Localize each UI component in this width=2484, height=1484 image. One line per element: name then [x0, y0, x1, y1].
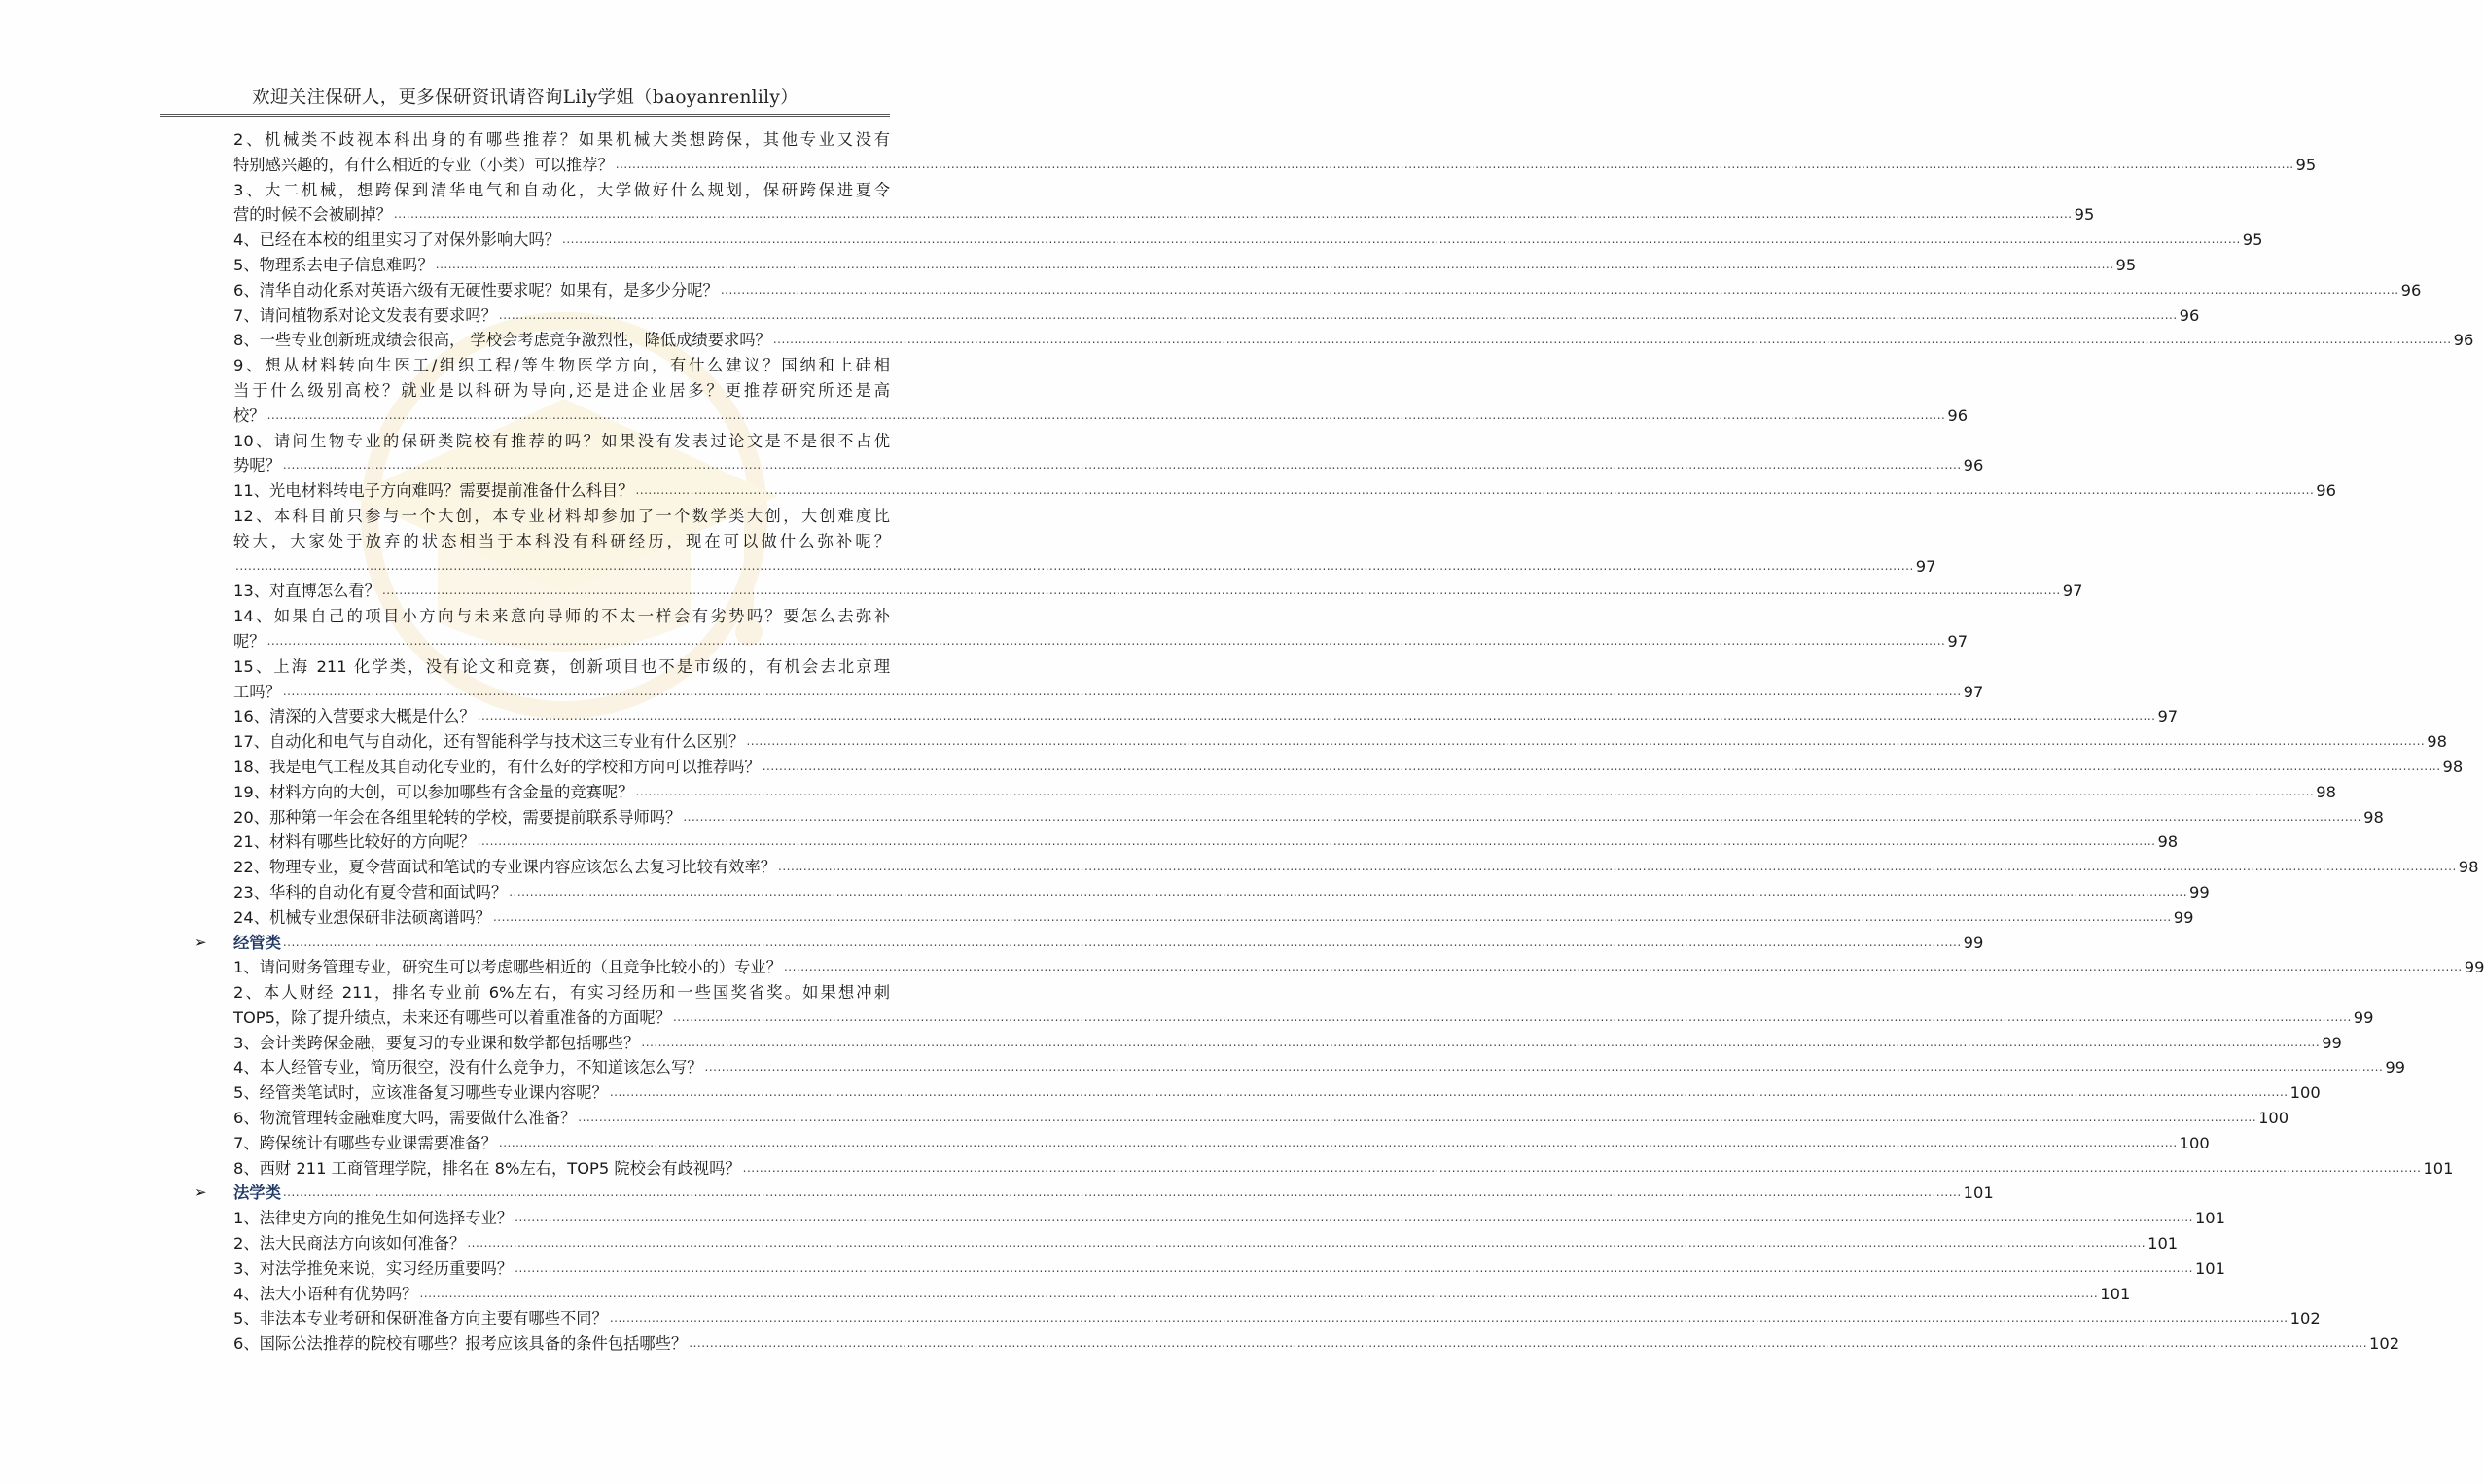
toc-entry-text: 4、法大小语种有优势吗？	[233, 1284, 418, 1303]
toc-page-number: 96	[1947, 406, 1969, 425]
toc-entry-text: 3、大二机械，想跨保到清华电气和自动化，大学做好什么规划，保研跨保进夏令	[233, 180, 890, 199]
toc-entry[interactable]	[233, 228, 2263, 253]
dot-leader: ................................................................................................................................................................................................................................................................................................................................................................................................................	[477, 834, 2156, 849]
toc-entry-text: 3、对法学推免来说，实习经历重要吗？	[233, 1258, 514, 1278]
dot-leader: ................................................................................................................................................................................................................................................................................................................................................................................................................	[435, 257, 2114, 271]
toc-entry[interactable]	[233, 1156, 2454, 1182]
toc-page-number: 95	[2295, 155, 2317, 174]
dot-leader: ................................................................................................................................................................................................................................................................................................................................................................................................................	[282, 684, 1962, 698]
toc-page-number: 97	[1963, 682, 1984, 701]
toc-entry-text: 工吗？	[233, 682, 281, 701]
toc-page-number: 97	[2157, 707, 2179, 726]
toc-entry[interactable]	[233, 178, 2095, 229]
toc-entry[interactable]	[233, 1306, 2321, 1331]
toc-section-title: 经管类	[233, 933, 281, 952]
toc-entry-text: 13、对直博怎么看？	[233, 582, 380, 601]
dot-leader: ................................................................................................................................................................................................................................................................................................................................................................................................................	[235, 558, 1914, 573]
toc-entry-text: 6、国际公法推荐的院校有哪些？报考应该具备的条件包括哪些？	[233, 1334, 688, 1354]
toc-entry[interactable]	[233, 1206, 2226, 1231]
dot-leader: ................................................................................................................................................................................................................................................................................................................................................................................................................	[762, 759, 2441, 773]
toc-entry-text: 5、物理系去电子信息难吗？	[233, 255, 434, 274]
toc-page-number: 99	[2464, 958, 2484, 977]
toc-entry-text: 6、物流管理转金融难度大吗，需要做什么准备？	[233, 1109, 577, 1128]
toc-entry[interactable]	[233, 353, 1969, 428]
toc-page-number: 98	[2458, 858, 2479, 877]
dot-leader: ................................................................................................................................................................................................................................................................................................................................................................................................................	[672, 1009, 2352, 1024]
toc-entry-text: 1、请问财务管理专业，研究生可以考虑哪些相近的（且竞争比较小的）专业？	[233, 958, 782, 977]
toc-page-number: 99	[2173, 907, 2194, 927]
dot-leader: ................................................................................................................................................................................................................................................................................................................................................................................................................	[772, 333, 2452, 347]
toc-entry-text: 22、物理专业，夏令营面试和笔试的专业课内容应该怎么去复习比较有效率？	[233, 858, 777, 877]
toc-page-number: 95	[2074, 205, 2095, 225]
toc-entry-text: TOP5，除了提升绩点，未来还有哪些可以着重准备的方面呢？	[233, 1007, 671, 1027]
dot-leader: ................................................................................................................................................................................................................................................................................................................................................................................................................	[515, 1260, 2193, 1275]
toc-page-number: 100	[2258, 1109, 2289, 1128]
toc-page-number: 95	[2115, 255, 2137, 274]
toc-entry-text: 势呢？	[233, 456, 281, 476]
toc-entry-text: 10、请问生物专业的保研类院校有推荐的吗？如果没有发表过论文是不是很不占优	[233, 431, 890, 450]
toc-entry[interactable]	[233, 1256, 2226, 1282]
toc-page-number: 100	[2289, 1083, 2321, 1103]
toc-entry-text: 5、非法本专业考研和保研准备方向主要有哪些不同？	[233, 1309, 608, 1328]
toc-entry[interactable]	[233, 654, 1984, 705]
toc-entry[interactable]	[233, 955, 2484, 980]
toc-page-number: 97	[2062, 582, 2083, 601]
toc-entry[interactable]	[233, 1080, 2321, 1106]
toc-entry[interactable]	[233, 1131, 2210, 1156]
dot-leader: ................................................................................................................................................................................................................................................................................................................................................................................................................	[689, 1336, 2368, 1351]
dot-leader: ................................................................................................................................................................................................................................................................................................................................................................................................................	[282, 1185, 1962, 1200]
toc-entry-text: 1、法律史方向的推免生如何选择专业？	[233, 1209, 514, 1228]
dot-leader: ................................................................................................................................................................................................................................................................................................................................................................................................................	[266, 633, 1946, 648]
toc-entry-text: 21、材料有哪些比较好的方向呢？	[233, 832, 476, 852]
toc-entry[interactable]	[233, 905, 2194, 931]
toc-entry-text: 校？	[233, 406, 266, 425]
dot-leader: ................................................................................................................................................................................................................................................................................................................................................................................................................	[783, 960, 2463, 974]
toc-entry[interactable]	[233, 704, 2179, 729]
toc-entry-text: 呢？	[233, 631, 266, 651]
toc-entry-text: 20、那种第一年会在各组里轮转的学校，需要提前联系导师吗？	[233, 807, 682, 827]
toc-page-number: 101	[2194, 1209, 2226, 1228]
toc-page-number: 96	[2179, 305, 2200, 325]
toc-page-number: 98	[2157, 832, 2179, 852]
dot-leader: ................................................................................................................................................................................................................................................................................................................................................................................................................	[609, 1085, 2289, 1100]
toc-entry-text: 8、西财 211 工商管理学院，排名在 8%左右，TOP5 院校会有歧视吗？	[233, 1158, 741, 1178]
toc-entry-text: 7、请问植物系对论文发表有要求吗？	[233, 305, 497, 325]
dot-leader: ................................................................................................................................................................................................................................................................................................................................................................................................................	[704, 1060, 2384, 1075]
toc-entry[interactable]	[233, 504, 1936, 579]
toc-entry[interactable]	[233, 579, 2083, 604]
toc-section[interactable]	[195, 1181, 1994, 1206]
toc-entry-text: 4、已经在本校的组里实习了对保外影响大吗？	[233, 230, 560, 250]
toc-entry-text: 营的时候不会被刷掉？	[233, 205, 392, 225]
toc-entry[interactable]	[233, 729, 2447, 755]
dot-leader: ................................................................................................................................................................................................................................................................................................................................................................................................................	[720, 282, 2399, 297]
toc-page-number: 100	[2179, 1133, 2210, 1152]
toc-page-number: 96	[2316, 481, 2336, 501]
toc-entry-text: 16、清深的入营要求大概是什么？	[233, 707, 476, 726]
toc-page-number: 96	[1963, 456, 1984, 476]
toc-entry-text: 7、跨保统计有哪些专业课需要准备？	[233, 1133, 497, 1152]
toc-page-number: 98	[2316, 782, 2336, 801]
dot-leader: ................................................................................................................................................................................................................................................................................................................................................................................................................	[578, 1111, 2257, 1125]
dot-leader: ................................................................................................................................................................................................................................................................................................................................................................................................................	[498, 1135, 2178, 1149]
toc-page-number: 99	[2189, 882, 2210, 901]
toc-entry[interactable]	[233, 1055, 2406, 1080]
toc-entry[interactable]	[233, 328, 2474, 353]
toc-entry-text: 14、如果自己的项目小方向与未来意向导师的不太一样会有劣势吗？要怎么去弥补	[233, 607, 890, 626]
toc-page-number: 98	[2363, 807, 2384, 827]
toc-entry[interactable]	[233, 780, 2336, 805]
toc-entry[interactable]	[233, 830, 2179, 855]
toc-entry[interactable]	[233, 755, 2464, 780]
dot-leader: ................................................................................................................................................................................................................................................................................................................................................................................................................	[635, 784, 2315, 798]
toc-entry[interactable]	[233, 1106, 2289, 1131]
toc-entry[interactable]	[233, 880, 2210, 905]
toc-page-number: 99	[2322, 1033, 2342, 1052]
dot-leader: ................................................................................................................................................................................................................................................................................................................................................................................................................	[635, 483, 2315, 498]
toc-entry-text: 4、本人经管专业，简历很空，没有什么竞争力，不知道该怎么写？	[233, 1058, 703, 1078]
toc-entry[interactable]	[233, 278, 2422, 303]
toc-section[interactable]	[195, 931, 1984, 956]
toc-entry[interactable]	[233, 805, 2384, 830]
page-header: 欢迎关注保研人，更多保研资讯请咨询Lily学姐（baoyanrenlily）	[252, 88, 798, 108]
toc-entry[interactable]	[233, 1231, 2179, 1256]
toc-page-number: 99	[2385, 1058, 2406, 1078]
toc-entry[interactable]	[233, 855, 2479, 880]
table-of-contents	[195, 127, 2484, 1357]
toc-entry-text: 2、法大民商法方向该如何准备？	[233, 1234, 466, 1254]
dot-leader: ................................................................................................................................................................................................................................................................................................................................................................................................................	[641, 1035, 2321, 1049]
toc-entry-text: 17、自动化和电气与自动化，还有智能科学与技术这三专业有什么区别？	[233, 732, 745, 752]
toc-page-number: 101	[2423, 1158, 2454, 1178]
toc-entry[interactable]	[233, 980, 2374, 1031]
dot-leader: ................................................................................................................................................................................................................................................................................................................................................................................................................	[492, 909, 2172, 924]
toc-entry[interactable]	[233, 478, 2336, 504]
toc-entry-text: 24、机械专业想保研非法硕离谱吗？	[233, 907, 491, 927]
toc-entry[interactable]	[233, 1282, 2131, 1307]
section-arrow-icon: ➢	[195, 933, 207, 951]
toc-entry[interactable]	[233, 127, 2317, 178]
toc-page-number: 101	[2194, 1258, 2226, 1278]
dot-leader: ................................................................................................................................................................................................................................................................................................................................................................................................................	[282, 458, 1962, 473]
toc-entry-text: 19、材料方向的大创，可以参加哪些有含金量的竞赛呢？	[233, 782, 634, 801]
dot-leader: ................................................................................................................................................................................................................................................................................................................................................................................................................	[393, 207, 2073, 222]
toc-page-number: 95	[2242, 230, 2263, 250]
toc-page-number: 98	[2427, 732, 2447, 752]
dot-leader: ................................................................................................................................................................................................................................................................................................................................................................................................................	[477, 709, 2156, 724]
dot-leader: ................................................................................................................................................................................................................................................................................................................................................................................................................	[746, 734, 2426, 749]
toc-entry-text: 6、清华自动化系对英语六级有无硬性要求呢？如果有，是多少分呢？	[233, 280, 719, 300]
dot-leader: ................................................................................................................................................................................................................................................................................................................................................................................................................	[562, 232, 2241, 247]
header-rule	[160, 114, 890, 117]
toc-entry[interactable]	[233, 429, 1984, 479]
toc-entry-text: 2、本人财经 211，排名专业前 6%左右，有实习经历和一些国奖省奖。如果想冲刺	[233, 983, 890, 1003]
dot-leader: ................................................................................................................................................................................................................................................................................................................................................................................................................	[509, 884, 2188, 899]
toc-section-title: 法学类	[233, 1184, 281, 1203]
toc-entry-text: 9、想从材料转向生医工/组织工程/等生物医学方向，有什么建议？国纳和上硅相	[233, 356, 890, 375]
toc-page-number: 96	[2453, 331, 2474, 350]
dot-leader: ................................................................................................................................................................................................................................................................................................................................................................................................................	[615, 157, 2294, 171]
toc-page-number: 99	[1963, 933, 1984, 952]
toc-entry-text: 当于什么级别高校？就业是以科研为导向,还是进企业居多？更推荐研究所还是高	[233, 380, 890, 400]
dot-leader: ................................................................................................................................................................................................................................................................................................................................................................................................................	[381, 583, 2061, 598]
toc-entry[interactable]	[233, 604, 1969, 654]
toc-entry-text: 18、我是电气工程及其自动化专业的，有什么好的学校和方向可以推荐吗？	[233, 757, 761, 776]
toc-page-number: 97	[1947, 631, 1969, 651]
dot-leader: ................................................................................................................................................................................................................................................................................................................................................................................................................	[609, 1311, 2289, 1325]
dot-leader: ................................................................................................................................................................................................................................................................................................................................................................................................................	[498, 307, 2178, 322]
toc-entry-text: 特别感兴趣的，有什么相近的专业（小类）可以推荐？	[233, 155, 614, 174]
toc-entry[interactable]	[233, 1031, 2342, 1056]
toc-page-number: 102	[2369, 1334, 2400, 1354]
toc-entry-text: 8、一些专业创新班成绩会很高， 学校会考虑竞争激烈性，降低成绩要求吗？	[233, 331, 771, 350]
toc-entry-text: 11、光电材料转电子方向难吗？需要提前准备什么科目？	[233, 481, 634, 501]
toc-page-number: 101	[2147, 1234, 2179, 1254]
dot-leader: ................................................................................................................................................................................................................................................................................................................................................................................................................	[683, 809, 2362, 824]
toc-entry[interactable]	[233, 303, 2200, 329]
toc-page-number: 97	[1915, 556, 1936, 576]
toc-entry[interactable]	[233, 253, 2137, 278]
toc-entry-text: 5、经管类笔试时，应该准备复习哪些专业课内容呢？	[233, 1083, 608, 1103]
toc-page-number: 101	[1963, 1184, 1994, 1203]
dot-leader: ................................................................................................................................................................................................................................................................................................................................................................................................................	[742, 1160, 2422, 1175]
toc-page-number: 99	[2353, 1007, 2374, 1027]
toc-entry-text: 12、本科目前只参与一个大创，本专业材料却参加了一个数学类大创，大创难度比	[233, 506, 890, 525]
dot-leader: ................................................................................................................................................................................................................................................................................................................................................................................................................	[467, 1236, 2147, 1251]
toc-entry-text: 23、华科的自动化有夏令营和面试吗？	[233, 882, 508, 901]
dot-leader: ................................................................................................................................................................................................................................................................................................................................................................................................................	[282, 935, 1962, 949]
toc-entry-text: 较大，大家处于放弃的状态相当于本科没有科研经历，现在可以做什么弥补呢？	[233, 531, 890, 550]
toc-entry[interactable]	[233, 1331, 2400, 1357]
toc-page-number: 96	[2400, 280, 2422, 300]
section-arrow-icon: ➢	[195, 1184, 207, 1202]
toc-page-number: 98	[2442, 757, 2464, 776]
dot-leader: ................................................................................................................................................................................................................................................................................................................................................................................................................	[515, 1211, 2193, 1225]
toc-page-number: 101	[2100, 1284, 2131, 1303]
toc-entry-text: 2、机械类不歧视本科出身的有哪些推荐？如果机械大类想跨保，其他专业又没有	[233, 130, 890, 149]
toc-entry-text: 3、会计类跨保金融，要复习的专业课和数学都包括哪些？	[233, 1033, 640, 1052]
toc-page-number: 102	[2289, 1309, 2321, 1328]
dot-leader: ................................................................................................................................................................................................................................................................................................................................................................................................................	[266, 407, 1946, 422]
dot-leader: ................................................................................................................................................................................................................................................................................................................................................................................................................	[778, 860, 2457, 874]
dot-leader: ................................................................................................................................................................................................................................................................................................................................................................................................................	[419, 1286, 2099, 1300]
toc-entry-text: 15、上海 211 化学类，没有论文和竞赛，创新项目也不是市级的，有机会去北京理	[233, 656, 890, 676]
